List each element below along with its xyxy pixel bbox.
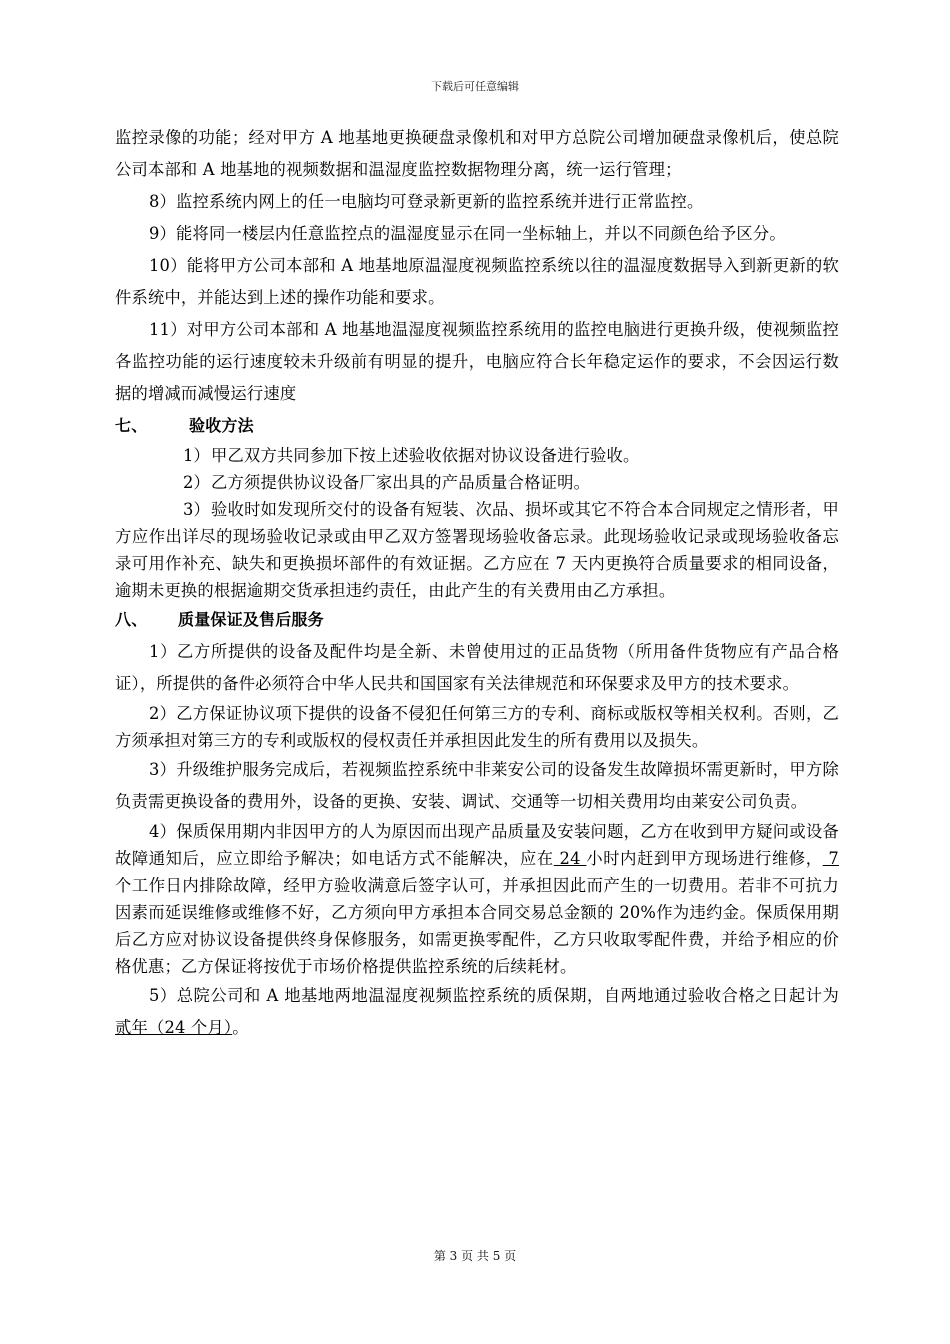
item-8: 8）监控系统内网上的任一电脑均可登录新更新的监控系统并进行正常监控。 xyxy=(149,192,704,211)
item-11: 11）对甲方公司本部和 A 地基地温湿度视频监控系统用的监控电脑进行更换升级，使视频监控各监控功能的运行速度较未升级前有明显的提升，电脑应符合长年稳定运作的要求，不会因运行数据的增减而减慢运行速度 xyxy=(115,320,839,403)
warranty-item-4-part-c: 个工作日内排除故障，经甲方验收满意后签字认可，并承担因此而产生的一切费用。若非不可抗力因素而延误维修或维修不好，乙方须向甲方承担本合同交易总金额的 20%作为违约金。保质保用期后乙方应对协议设备提供终身保修服务，如需更换零配件，乙方只收取零配件费，并给予相应的价格优惠；乙方保证将按优于市场价格提供监控系统的后续耗材。 xyxy=(115,876,839,976)
warranty-item-5-part-a: 5）总院公司和 A 地基地两地温湿度视频监控系统的质保期，自两地通过验收合格之日起计为 xyxy=(149,986,839,1005)
warranty-item-1: 1）乙方所提供的设备及配件均是全新、未曾使用过的正品货物（所用备件货物应有产品合格证），所提供的备件必须符合中华人民共和国国家有关法律规范和环保要求及甲方的技术要求。 xyxy=(115,642,839,693)
paragraph-monitor-recording: 监控录像的功能；经对甲方 A 地基地更换硬盘录像机和对甲方总院公司增加硬盘录像机后，使总院公司本部和 A 地基地的视频数据和温湿度监控数据物理分离，统一运行管理； xyxy=(115,128,839,179)
item-9: 9）能将同一楼层内任意监控点的温湿度显示在同一坐标轴上，并以不同颜色给予区分。 xyxy=(149,224,786,243)
document-body xyxy=(115,122,839,1044)
page-footer: 第 3 页 共 5 页 xyxy=(433,1249,517,1263)
acceptance-item-2-number: 2） xyxy=(183,473,211,492)
section-7-number: 七、 xyxy=(115,416,148,435)
page-header: 下载后可任意编辑 xyxy=(431,80,519,93)
warranty-period-value: 贰年（24 个月） xyxy=(115,1018,233,1037)
acceptance-item-1-text: 甲乙双方共同参加下按上述验收依据对协议设备进行验收。 xyxy=(211,446,640,465)
response-hours-value: 24 xyxy=(553,849,587,868)
section-8-number: 八、 xyxy=(115,610,148,629)
acceptance-item-3-text: 验收时如发现所交付的设备有短装、次品、损坏或其它不符合本合同规定之情形者，甲方应作出详尽的现场验收记录或由甲乙双方签署现场验收备忘录。此现场验收记录或现场验收备忘录可用作补充、缺失和更换损坏部件的有效证据。乙方应在 7 天内更换符合质量要求的相同设备，逾期未更换的根据逾期交货承担违约责任，由此产生的有关费用由乙方承担。 xyxy=(115,500,839,600)
item-10: 10）能将甲方公司本部和 A 地基地原温湿度视频监控系统以往的温湿度数据导入到新更新的软件系统中，并能达到上述的操作功能和要求。 xyxy=(115,256,839,307)
warranty-item-4-part-a: 4）保质保用期内非因甲方的人为原因而出现产品质量及安装问题，乙方在收到甲方疑问或设备故障通知后，应立即给予解决；如电话方式不能解决，应在 xyxy=(115,822,839,868)
warranty-item-3: 3）升级维护服务完成后，若视频监控系统中非莱安公司的设备发生故障损坏需更新时，甲方除负责需更换设备的费用外，设备的更换、安装、调试、交通等一切相关费用均由莱安公司负责。 xyxy=(115,760,839,811)
acceptance-item-1-number: 1） xyxy=(183,446,211,465)
acceptance-item-1 xyxy=(115,442,839,469)
section-8-heading xyxy=(115,604,839,636)
warranty-item-2: 2）乙方保证协议项下提供的设备不侵犯任何第三方的专利、商标或版权等相关权利。否则，乙方须承担对第三方的专利或版权的侵权责任并承担因此发生的所有费用以及损失。 xyxy=(115,704,839,750)
warranty-item-4-part-b: 小时内赶到甲方现场进行维修， xyxy=(586,849,823,868)
acceptance-item-3-number: 3） xyxy=(183,500,211,519)
acceptance-item-2-text: 乙方须提供协议设备厂家出具的产品质量合格证明。 xyxy=(211,473,591,492)
warranty-item-5 xyxy=(115,980,839,1044)
acceptance-item-2 xyxy=(115,469,839,496)
acceptance-item-3 xyxy=(115,496,839,604)
warranty-item-5-end: 。 xyxy=(232,1018,249,1037)
section-8-title: 质量保证及售后服务 xyxy=(178,610,324,629)
warranty-item-4 xyxy=(115,818,839,980)
section-7-title: 验收方法 xyxy=(189,416,254,435)
section-7-heading xyxy=(115,410,839,442)
repair-days-value: 7 xyxy=(822,849,839,868)
